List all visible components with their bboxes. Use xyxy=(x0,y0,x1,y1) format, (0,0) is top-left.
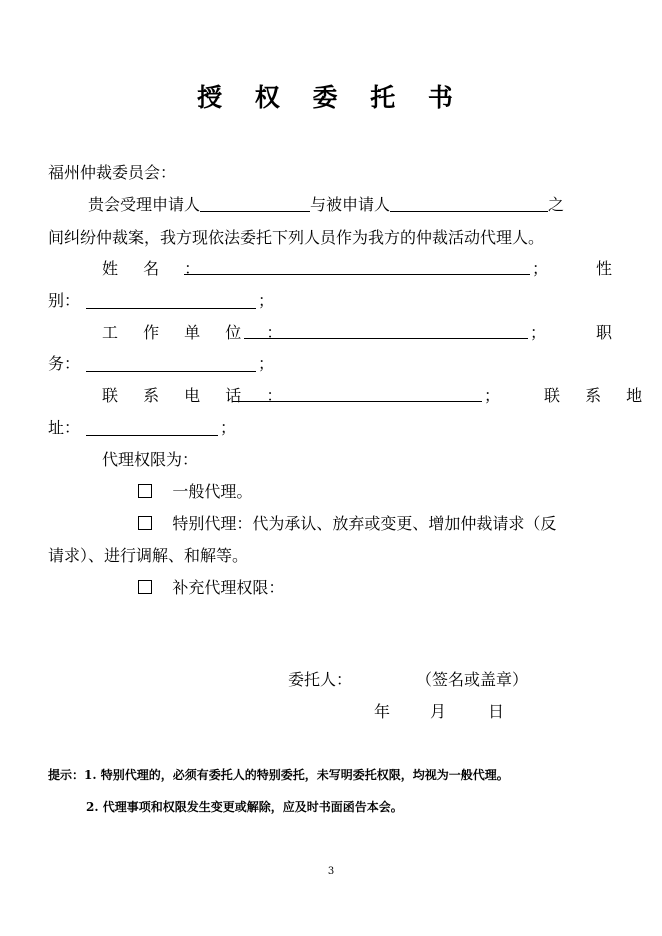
semicolon: ； xyxy=(258,354,275,373)
intro-line-2: 间纠纷仲裁案，我方现依法委托下列人员作为我方的仲裁活动代理人。 xyxy=(48,228,545,247)
employer-field[interactable] xyxy=(244,322,528,339)
semicolon: ； xyxy=(484,386,501,405)
gender-field[interactable] xyxy=(86,292,256,309)
semicolon: ； xyxy=(532,259,549,278)
address-label-part-2: 址： xyxy=(48,418,81,437)
note-item-1: 1. 特别代理的，必须有委托人的特别委托，未写明委托权限，均视为一般代理。 xyxy=(84,768,509,782)
name-label: 姓 名 ： xyxy=(102,259,211,278)
addressee: 福州仲裁委员会： xyxy=(48,163,177,182)
document-title: 授 权 委 托 书 xyxy=(197,83,465,112)
employer-label: 工 作 单 位 ： xyxy=(102,323,293,342)
principal-label: 委托人： xyxy=(288,670,353,689)
phone-field[interactable] xyxy=(232,385,482,402)
address-field[interactable] xyxy=(86,419,218,436)
option-label: 补充代理权限： xyxy=(172,578,285,597)
address-label-part-1: 联 系 地 xyxy=(544,386,653,405)
phone-label: 联 系 电 话 ： xyxy=(102,386,293,405)
option-label: 一般代理。 xyxy=(172,482,253,501)
option-supplementary xyxy=(138,577,284,599)
date-year: 年 xyxy=(374,702,391,721)
checkbox[interactable] xyxy=(138,580,152,594)
note-1 xyxy=(48,766,509,784)
option-general xyxy=(138,481,252,503)
intro-line-1 xyxy=(88,194,564,216)
position-label-part-2: 务： xyxy=(48,354,81,373)
checkbox[interactable] xyxy=(138,484,152,498)
note-prefix: 提示： xyxy=(48,768,85,782)
applicant-field[interactable] xyxy=(200,195,310,212)
semicolon: ； xyxy=(258,291,275,310)
position-label-part-1: 职 xyxy=(596,323,613,342)
option-special xyxy=(138,513,556,535)
position-field[interactable] xyxy=(86,355,256,372)
sign-hint: （签名或盖章） xyxy=(416,670,529,689)
authority-heading: 代理权限为： xyxy=(102,450,199,469)
intro-middle: 与被申请人 xyxy=(310,195,391,214)
gender-label-part-2: 别： xyxy=(48,291,81,310)
name-field[interactable] xyxy=(184,258,530,275)
date-month: 月 xyxy=(430,702,447,721)
intro-suffix: 之 xyxy=(548,195,565,214)
semicolon: ； xyxy=(530,323,547,342)
gender-label-part-1: 性 xyxy=(596,259,613,278)
semicolon: ； xyxy=(220,418,237,437)
intro-prefix: 贵会受理申请人 xyxy=(88,195,201,214)
option-special-continuation: 请求）、进行调解、和解等。 xyxy=(48,546,249,565)
respondent-field[interactable] xyxy=(390,195,548,212)
checkbox[interactable] xyxy=(138,516,152,530)
note-item-2: 2. 代理事项和权限发生变更或解除，应及时书面函告本会。 xyxy=(86,800,403,814)
date-day: 日 xyxy=(488,702,505,721)
option-label: 特别代理：代为承认、放弃或变更、增加仲裁请求（反 xyxy=(172,514,557,533)
page-number: 3 xyxy=(327,866,335,877)
